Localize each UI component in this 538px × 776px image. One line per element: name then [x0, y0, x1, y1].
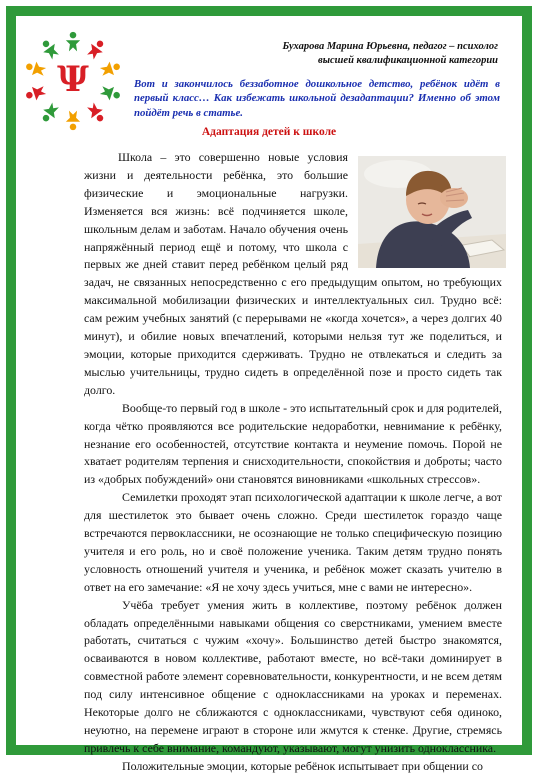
- paragraph: Семилетки проходят этап психологической адаптации к школе легче, а вот для шестилеток это бывает очень сложно. Среди шестилеток гораздо чаще встречаются первоклассники, не осознающие не только специфическую позицию учителя и его роль, но и своё положение ученика. Таким детям трудно понять условность отношений учителя и ученика, и ребёнок может сказать учителю в ответ на его замечание: «Я не хочу здесь учиться, мне с вами не интересно».: [84, 490, 502, 594]
- article-body: [84, 149, 502, 776]
- svg-text:Ψ: Ψ: [57, 59, 89, 101]
- photo-float-space: [354, 149, 502, 272]
- article-title: Адаптация детей к школе: [201, 126, 337, 138]
- intro-text: Вот и закончилось беззаботное дошкольное детство, ребёнок идёт в первый класс… Как избежать школьной дезадаптации? Именно об этом пойдёт речь в статье.: [134, 78, 500, 119]
- author-block: [168, 40, 498, 68]
- paragraph: Школа – это совершенно новые условия жизни и деятельности ребёнка, это большие физические и эмоциональные нагрузки. Изменяется вся жизнь: всё подчиняется школе, школьным делам и заботам. Начало обучения очень напряжённый период ещё и потому, что школа с первых же дней ставит перед ребёнком целый ряд задач, не связанных непосредственно с его предыдущим опытом, но требующих максимальной мобилизации физических и интеллектуальных сил. Трудно всё: сам режим учебных занятий (с перерывами не «когда хочется», а через долгих 40 минут), и обилие новых впечатлений, которыми нельзя тут же поделиться, и эмоции, которые приходится сдерживать. Трудно не отвлекаться и следить за мыслью учительницы, трудно сидеть в определённой позе и просто сидеть так долго.: [84, 150, 502, 397]
- psi-children-circle-logo: [22, 30, 124, 132]
- paragraph: Вообще-то первый год в школе - это испытательный срок и для родителей, когда чётко проявляются все родительские недоработки, невнимание к ребёнку, незнание его особенностей, отсутствие контакта и неумение помочь. Порой не хватает родителям терпения и снисходительности, спокойствия и доброты; часто из «добрых побуждений» они становятся виновниками «школьных стрессов».: [84, 400, 502, 487]
- author-line-2: высшей квалификационной категории: [318, 55, 498, 66]
- author-line-1: Бухарова Марина Юрьевна, педагог – психолог: [282, 41, 498, 52]
- paragraph: Положительные эмоции, которые ребёнок испытывает при общении со: [122, 758, 483, 773]
- paragraph: Учёба требует умения жить в коллективе, поэтому ребёнок должен обладать определёнными навыками общения со сверстниками, умением вместе работать, считаться с чужим «хочу». Большинство детей быстро знакомятся, осваиваются в новом коллективе, работают вместе, но всё-таки доминирует в совместной работе элемент соревновательности, конкурентности, и не всем детям под силу интенсивное общение с одноклассниками на уроках и переменах. Некоторые долго не сближаются с одноклассниками, чувствуют себя одиноко, неуютно, на перемене играют в стороне или жмутся к стенке. Другие, стремясь привлечь к себе внимание, командуют, указывают, могут унизить одноклассника.: [84, 597, 502, 755]
